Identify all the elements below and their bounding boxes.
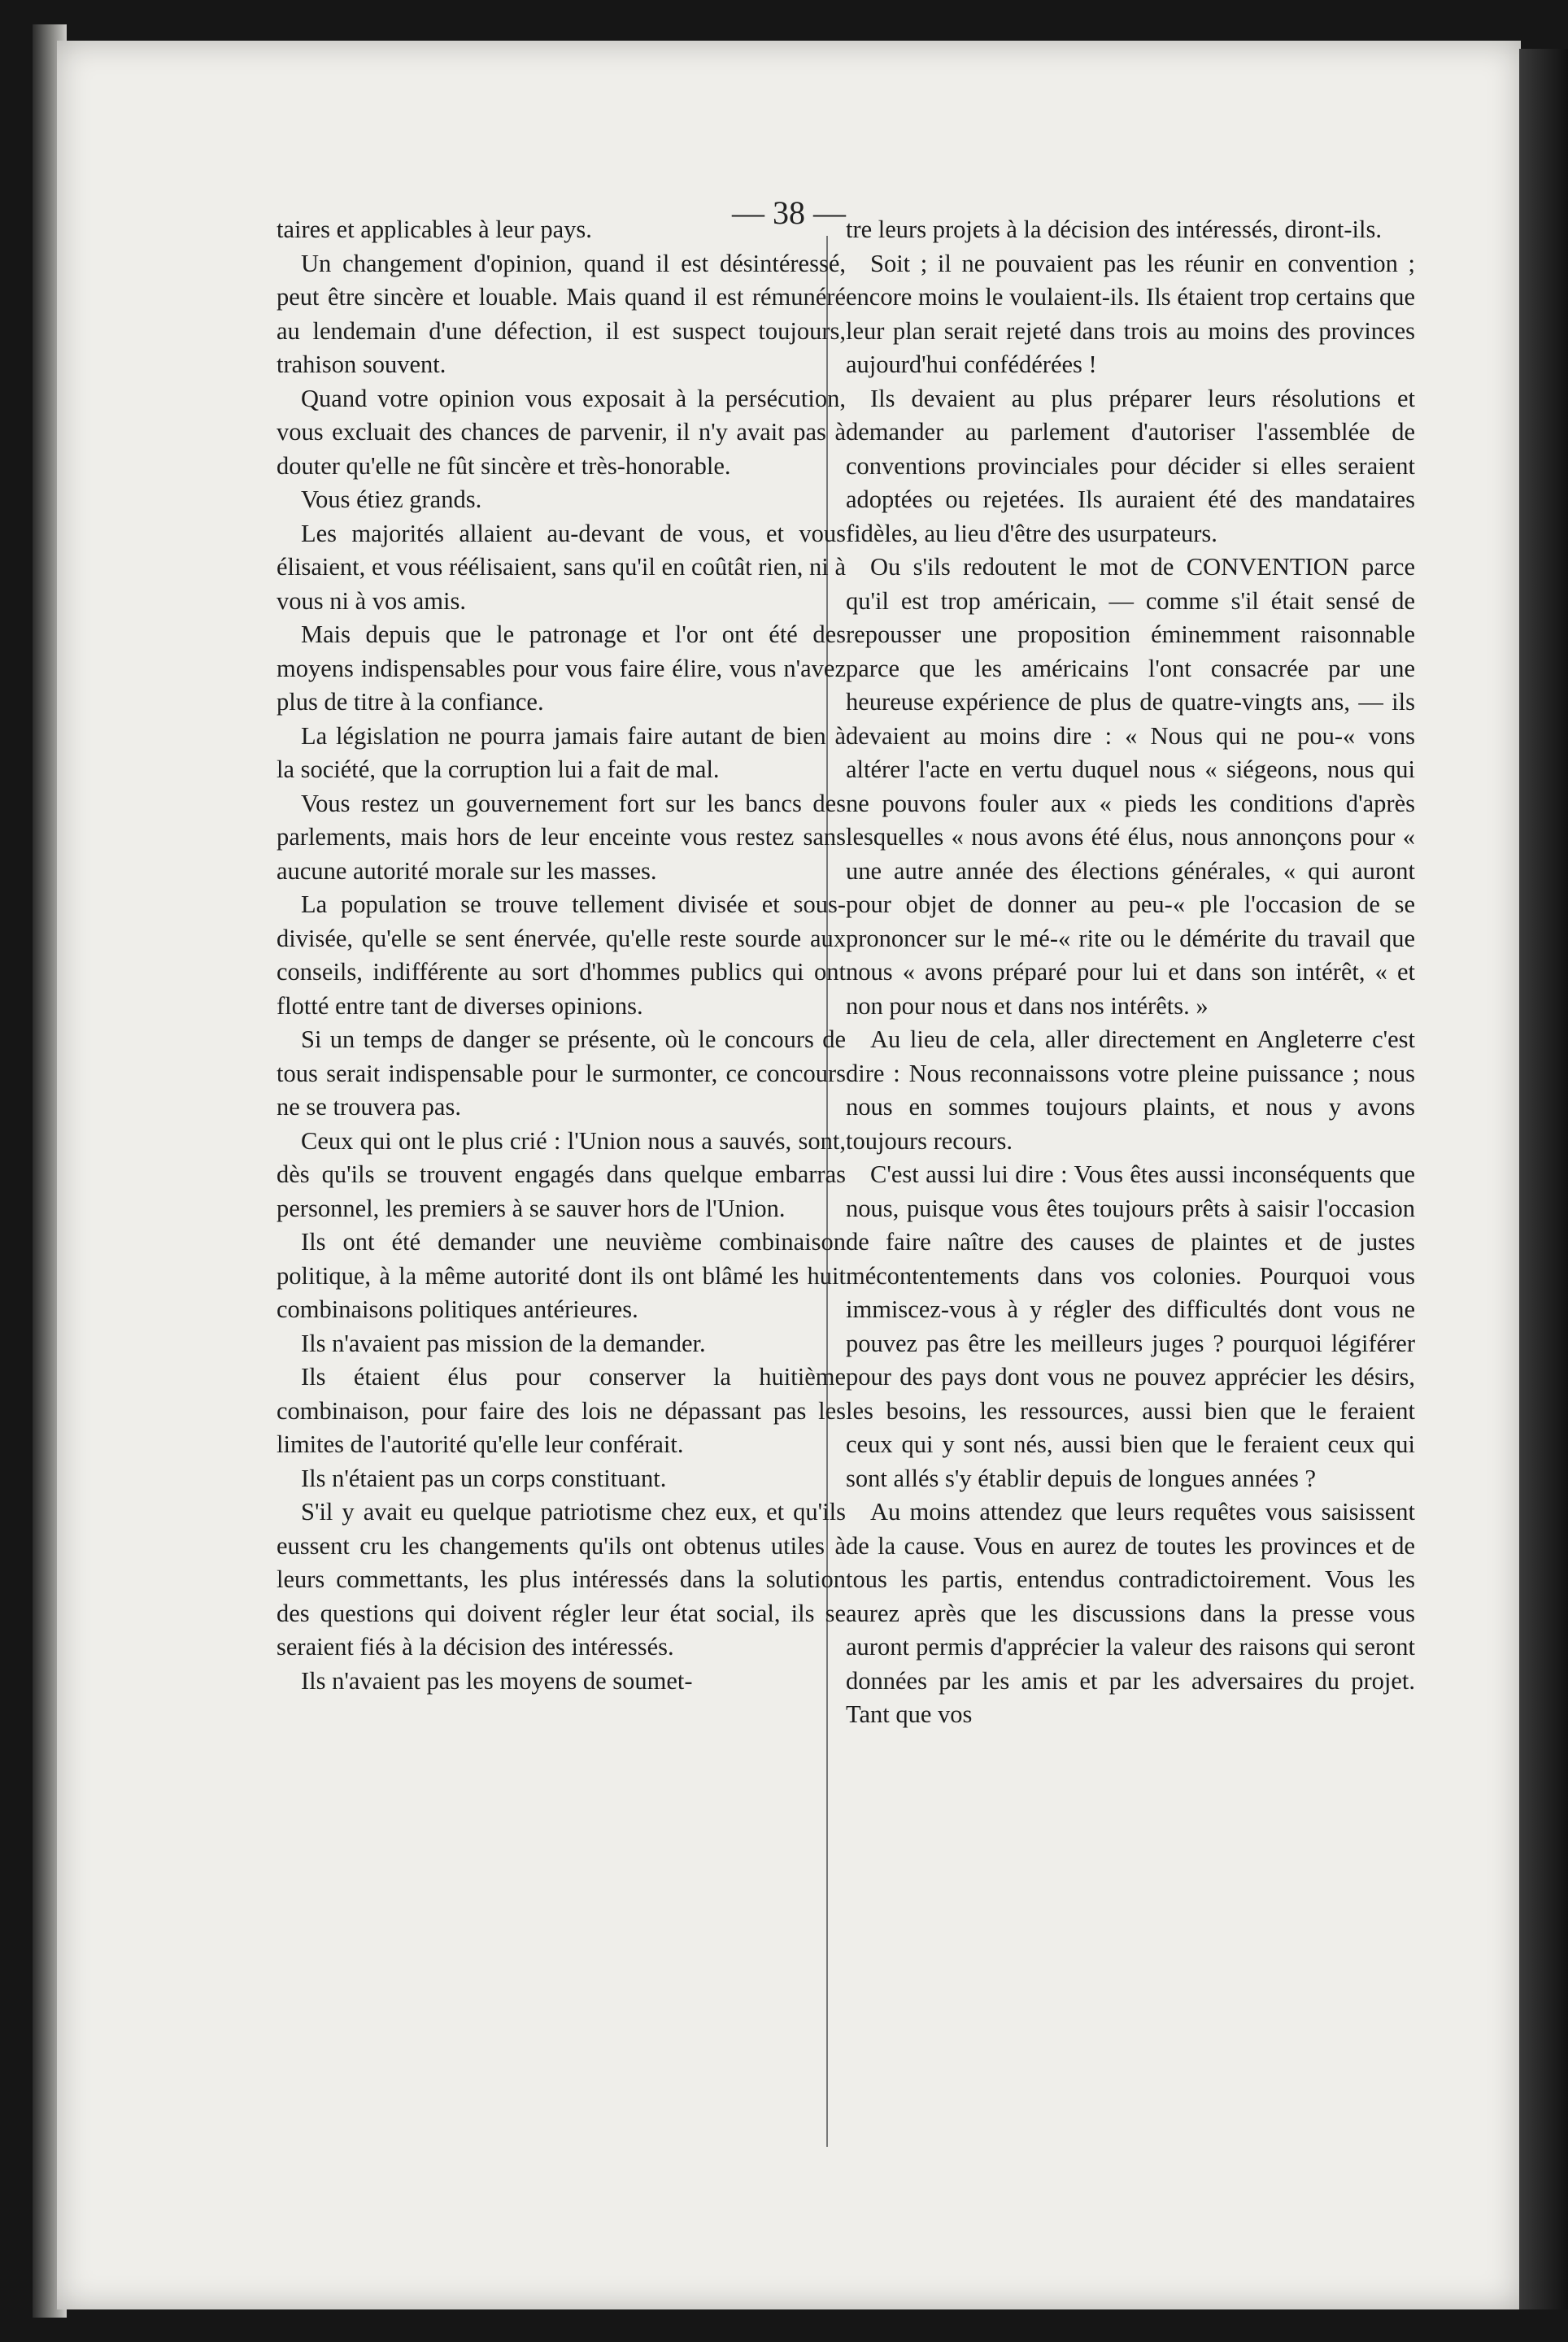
paragraph: Soit ; il ne pouvaient pas les réunir en convention ; encore moins le voulaient-ils. Ils étaient trop certains que leur plan serait rejeté dans trois au moins des provinces aujourd'hui confédérées ! — [846, 249, 1415, 378]
paragraph: Quand votre opinion vous exposait à la persécution, vous excluait des chances de parvenir, il n'y avait pas à douter qu'elle ne fût sincère et très-honorable. — [277, 384, 846, 480]
paragraph: Les majorités allaient au-devant de vous, et vous élisaient, et vous réélisaient, sans qu'il en coûtât rien, ni à vous ni à vos amis. — [277, 519, 846, 615]
page-number: — 38 — — [732, 194, 846, 231]
paragraph: Ou s'ils redoutent le mot de CONVENTION parce qu'il est trop américain, — comme s'il était sensé de repousser une proposition éminemment raisonnable parce que les américains l'ont consacrée par une heureuse expérience de plus de quatre-vingts ans, — ils devaient au moins dire : « Nous qui ne pou-« vons altérer l'acte en vertu duquel nous « siégeons, nous qui ne pouvons fouler aux « pieds les conditions d'après lesquelles « nous avons été élus, nous annonçons pour « une autre année des élections générales, « qui auront pour objet de donner au peu-« ple l'occasion de se prononcer sur le mé-« rite ou le démérite du travail que nous « avons préparé pour lui et dans son intérêt, « et non pour nous et dans nos intérêts. » — [846, 553, 1415, 1020]
paragraph: Si un temps de danger se présente, où le concours de tous serait indispensable pour le surmonter, ce concours ne se trouvera pas. — [277, 1025, 846, 1121]
paragraph: Ils n'étaient pas un corps constituant. — [301, 1464, 667, 1492]
paragraph: Ceux qui ont le plus crié : l'Union nous a sauvés, sont, dès qu'ils se trouvent engagés dans quelque embarras personnel, les premiers à se sauver hors de l'Union. — [277, 1126, 846, 1222]
paragraph: Ils n'avaient pas les moyens de soumet- — [301, 1666, 693, 1695]
paragraph: Vous étiez grands. — [301, 485, 482, 513]
paragraph: Un changement d'opinion, quand il est désintéressé, peut être sincère et louable. Mais quand il est rémunéré au lendemain d'une défection, il est suspect toujours, trahison souvent. — [277, 249, 846, 378]
paragraph: Ils devaient au plus préparer leurs résolutions et demander au parlement d'autoriser l'assemblée de conventions provinciales pour décider si elles seraient adoptées ou rejetées. Ils auraient été des mandataires fidèles, au lieu d'être des usurpateurs. — [846, 384, 1415, 547]
paragraph: C'est aussi lui dire : Vous êtes aussi inconséquents que nous, puisque vous êtes toujours prêts à saisir l'occasion de faire naître des causes de plaintes et de justes mécontentements dans vos colonies. Pourquoi vous immiscez-vous à y régler des difficultés dont vous ne pouvez pas être les meilleurs juges ? pourquoi légiférer pour des pays dont vous ne pouvez apprécier les désirs, les besoins, les ressources, aussi bien que le feraient ceux qui y sont nés, aussi bien que le feraient ceux qui sont allés s'y établir depuis de longues années ? — [846, 1160, 1415, 1492]
paragraph: Ils n'avaient pas mission de la demander. — [301, 1329, 706, 1357]
paragraph: La législation ne pourra jamais faire autant de bien à la société, que la corruption lui a fait de mal. — [277, 721, 846, 783]
paragraph: Ils étaient élus pour conserver la huitième combinaison, pour faire des lois ne dépassant pas les limites de l'autorité qu'elle leur conférait. — [277, 1363, 846, 1458]
paragraph: S'il y avait eu quelque patriotisme chez eux, et qu'ils eussent cru les changements qu'ils ont obtenus utiles à leurs commettants, les plus intéressés dans la solution des questions qui doivent régler leur état social, ils se seraient fiés à la décision des intéressés. — [277, 1498, 846, 1661]
paragraph: Vous restez un gouvernement fort sur les bancs des parlements, mais hors de leur enceinte vous restez sans aucune autorité morale sur les masses. — [277, 789, 846, 885]
left-column — [277, 213, 846, 1698]
right-column — [846, 213, 1415, 1732]
facing-page-edge — [1519, 49, 1568, 2309]
paragraph: tre leurs projets à la décision des intéressés, diront-ils. — [846, 215, 1382, 243]
paragraph: Au lieu de cela, aller directement en Angleterre c'est dire : Nous reconnaissons votre pleine puissance ; nous nous en sommes toujours plaints, et nous y avons toujours recours. — [846, 1025, 1415, 1155]
paragraph: taires et applicables à leur pays. — [277, 215, 592, 243]
paragraph: La population se trouve tellement divisée et sous-divisée, qu'elle se sent énervée, qu'elle reste sourde aux conseils, indifférente au sort d'hommes publics qui ont flotté entre tant de diverses opinions. — [277, 890, 846, 1020]
paragraph: Mais depuis que le patronage et l'or ont été des moyens indispensables pour vous faire élire, vous n'avez plus de titre à la confiance. — [277, 620, 846, 716]
paragraph: Au moins attendez que leurs requêtes vous saisissent de la cause. Vous en aurez de toutes les provinces et de tous les partis, entendus contradictoirement. Vous les aurez après que les discussions dans la presse vous auront permis d'apprécier la valeur des raisons qui seront données par les amis et par les adversaires du projet. Tant que vos — [846, 1498, 1415, 1728]
paragraph: Ils ont été demander une neuvième combinaison politique, à la même autorité dont ils ont blâmé les huit combinaisons politiques antérieures. — [277, 1228, 846, 1323]
